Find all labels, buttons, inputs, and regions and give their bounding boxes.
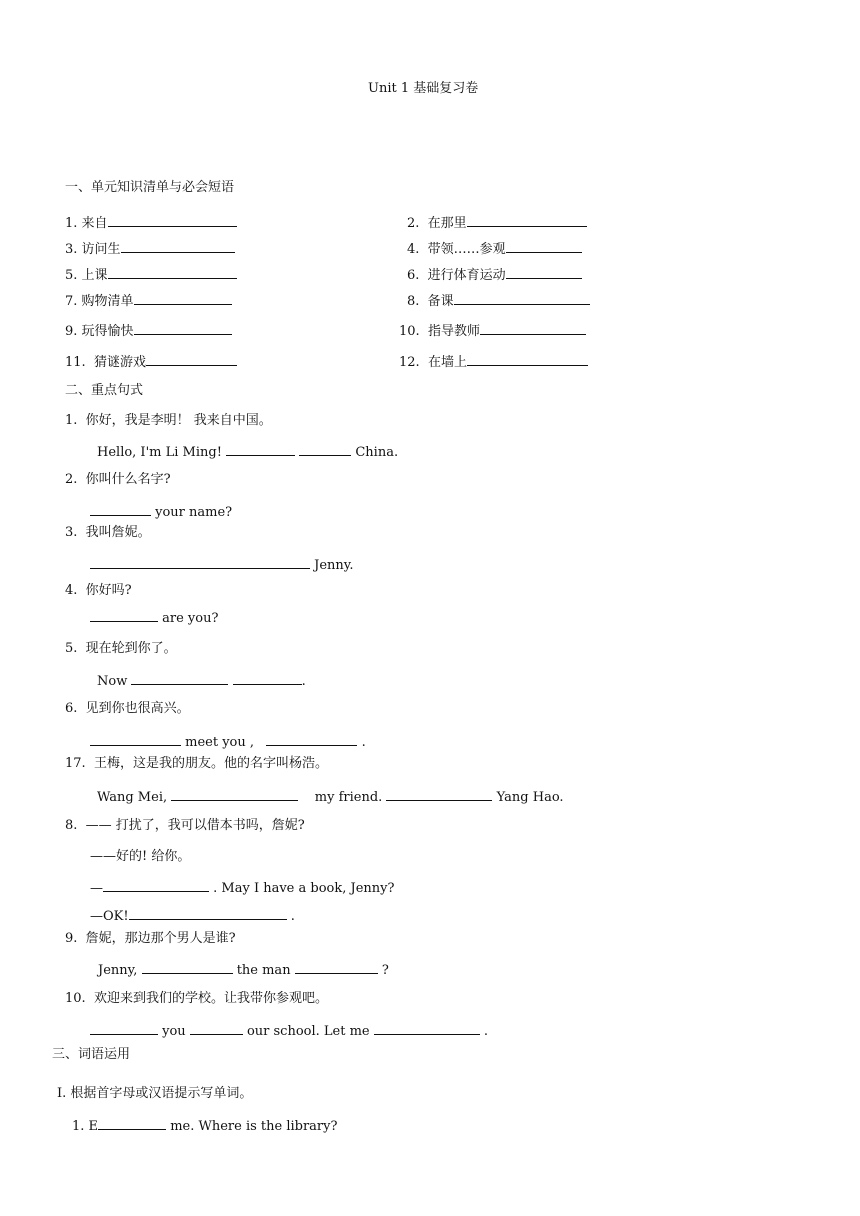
phrase-item bbox=[65, 353, 237, 371]
answer-blank[interactable] bbox=[142, 961, 233, 974]
phrase-text: 猜谜游戏 bbox=[93, 355, 146, 370]
question-cn-reply: ——好的! 给你。 bbox=[90, 849, 191, 864]
sentence-text: your name? bbox=[155, 505, 233, 520]
page-title: Unit 1 基础复习卷 bbox=[368, 81, 479, 96]
sentence-text: me. Where is the library? bbox=[170, 1119, 338, 1134]
question-en bbox=[97, 788, 564, 806]
sentence-text: China. bbox=[355, 445, 399, 460]
answer-blank[interactable] bbox=[226, 443, 295, 456]
phrase-text: 备课 bbox=[427, 294, 454, 309]
question-cn bbox=[65, 583, 132, 599]
answer-blank[interactable] bbox=[134, 292, 232, 305]
question-en bbox=[90, 1022, 488, 1040]
question-cn bbox=[65, 413, 272, 429]
answer-blank[interactable] bbox=[467, 353, 588, 366]
answer-blank[interactable] bbox=[90, 503, 151, 516]
section-heading-3: 三、词语运用 bbox=[52, 1047, 131, 1062]
question-text: 王梅，这是我的朋友。他的名字叫杨浩。 bbox=[93, 756, 328, 771]
phrase-item bbox=[407, 214, 587, 232]
question-en bbox=[90, 503, 232, 521]
question-en bbox=[97, 672, 306, 690]
answer-blank[interactable] bbox=[374, 1022, 480, 1035]
sentence-text: —OK! bbox=[90, 909, 129, 924]
sentence-text: Jenny, bbox=[98, 963, 138, 978]
phrase-item bbox=[407, 240, 582, 258]
phrase-item bbox=[65, 266, 237, 284]
item-number: 12. bbox=[399, 355, 420, 370]
sentence-text: . May I have a book, Jenny? bbox=[213, 881, 395, 896]
answer-blank[interactable] bbox=[506, 266, 582, 279]
item-number: 2. bbox=[407, 216, 420, 231]
sentence-text: are you? bbox=[162, 611, 219, 626]
phrase-text: 购物清单 bbox=[81, 294, 134, 309]
answer-blank[interactable] bbox=[108, 266, 237, 279]
question-number: 5. bbox=[65, 641, 78, 656]
phrase-item bbox=[399, 353, 588, 371]
question-en bbox=[72, 1117, 337, 1135]
sentence-text: meet you , bbox=[185, 735, 255, 750]
answer-blank[interactable] bbox=[386, 788, 492, 801]
item-number: 9. bbox=[65, 324, 78, 339]
question-text: 詹妮，那边那个男人是谁? bbox=[85, 931, 236, 946]
sentence-text: . bbox=[483, 1024, 489, 1039]
question-number: 1. bbox=[65, 413, 78, 428]
question-number: 8. bbox=[65, 818, 78, 833]
sentence-text: Now bbox=[97, 674, 128, 689]
phrase-text: 在那里 bbox=[427, 216, 467, 231]
answer-blank[interactable] bbox=[454, 292, 590, 305]
answer-blank[interactable] bbox=[171, 788, 298, 801]
item-number: 4. bbox=[407, 242, 420, 257]
phrase-text: 在墙上 bbox=[427, 355, 467, 370]
question-text: 你好，我是李明！ 我来自中国。 bbox=[85, 413, 272, 428]
sentence-text: our school. Let me bbox=[246, 1024, 370, 1039]
item-number: 7. bbox=[65, 294, 78, 309]
sentence-text: you bbox=[162, 1024, 186, 1039]
sentence-text: my friend. bbox=[314, 790, 383, 805]
sentence-text: — bbox=[90, 881, 103, 896]
sentence-text: the man bbox=[236, 963, 291, 978]
item-number: 3. bbox=[65, 242, 78, 257]
phrase-text: 访问生 bbox=[81, 242, 121, 257]
sentence-text: Yang Hao. bbox=[496, 790, 564, 805]
phrase-item bbox=[407, 266, 582, 284]
answer-blank[interactable] bbox=[266, 733, 357, 746]
answer-blank[interactable] bbox=[129, 907, 287, 920]
question-number: 9. bbox=[65, 931, 78, 946]
sentence-text: Wang Mei, bbox=[97, 790, 168, 805]
phrase-text: 来自 bbox=[81, 216, 108, 231]
question-en bbox=[90, 733, 366, 751]
sentence-text: . bbox=[290, 909, 295, 924]
question-en bbox=[98, 961, 389, 979]
question-cn bbox=[65, 525, 151, 541]
question-en bbox=[90, 907, 295, 925]
sentence-text: Jenny. bbox=[314, 558, 354, 573]
question-text: 见到你也很高兴。 bbox=[85, 701, 190, 716]
question-number: 17. bbox=[65, 756, 86, 771]
phrase-text: 带领……参观 bbox=[427, 242, 506, 257]
phrase-text: 玩得愉快 bbox=[81, 324, 134, 339]
question-cn bbox=[65, 756, 328, 772]
phrase-text: 上课 bbox=[81, 268, 108, 283]
question-cn bbox=[65, 472, 171, 488]
answer-blank[interactable] bbox=[295, 961, 378, 974]
item-number: 11. bbox=[65, 355, 86, 370]
phrase-text: 进行体育运动 bbox=[427, 268, 506, 283]
question-number: 4. bbox=[65, 583, 78, 598]
question-cn bbox=[65, 931, 236, 947]
question-cn bbox=[65, 641, 177, 657]
answer-blank[interactable] bbox=[480, 322, 586, 335]
answer-blank[interactable] bbox=[90, 1022, 158, 1035]
sentence-text: ? bbox=[381, 963, 389, 978]
question-text: 欢迎来到我们的学校。让我带你参观吧。 bbox=[93, 991, 328, 1006]
answer-blank[interactable] bbox=[506, 240, 582, 253]
answer-blank[interactable] bbox=[90, 609, 158, 622]
answer-blank[interactable] bbox=[467, 214, 587, 227]
question-number: 3. bbox=[65, 525, 78, 540]
question-cn bbox=[65, 701, 190, 717]
item-number: 1. bbox=[65, 216, 78, 231]
item-number: 10. bbox=[399, 324, 420, 339]
question-cn bbox=[65, 818, 305, 834]
sentence-text: E bbox=[88, 1119, 99, 1134]
answer-blank[interactable] bbox=[190, 1022, 243, 1035]
question-cn bbox=[65, 991, 328, 1007]
question-text: 现在轮到你了。 bbox=[85, 641, 177, 656]
phrase-item bbox=[65, 292, 232, 310]
phrase-item bbox=[65, 240, 235, 258]
answer-blank[interactable] bbox=[90, 556, 310, 569]
answer-blank[interactable] bbox=[108, 214, 237, 227]
question-number: 10. bbox=[65, 991, 86, 1006]
item-number: 5. bbox=[65, 268, 78, 283]
answer-blank[interactable] bbox=[131, 672, 228, 685]
sub-heading: Ⅰ. 根据首字母或汉语提示写单词。 bbox=[57, 1086, 253, 1101]
answer-blank[interactable] bbox=[146, 353, 237, 366]
answer-blank[interactable] bbox=[299, 443, 351, 456]
item-number: 6. bbox=[407, 268, 420, 283]
answer-blank[interactable] bbox=[134, 322, 232, 335]
item-number: 8. bbox=[407, 294, 420, 309]
question-number: 6. bbox=[65, 701, 78, 716]
phrase-item bbox=[65, 214, 237, 232]
question-text: 我叫詹妮。 bbox=[85, 525, 151, 540]
question-text: 你好吗? bbox=[85, 583, 132, 598]
question-text: —— 打扰了，我可以借本书吗，詹妮? bbox=[85, 818, 305, 833]
phrase-item bbox=[407, 292, 590, 310]
question-number: 1. bbox=[72, 1119, 85, 1134]
question-en bbox=[90, 609, 218, 627]
phrase-item bbox=[65, 322, 232, 340]
question-en bbox=[90, 556, 354, 574]
sentence-text: . bbox=[361, 735, 366, 750]
question-en bbox=[97, 443, 398, 461]
question-text: 你叫什么名字? bbox=[85, 472, 171, 487]
answer-blank[interactable] bbox=[90, 733, 181, 746]
section-heading-2: 二、重点句式 bbox=[65, 383, 144, 398]
question-en bbox=[90, 879, 394, 897]
answer-blank[interactable] bbox=[103, 879, 209, 892]
answer-blank[interactable] bbox=[233, 672, 302, 685]
sentence-text: . bbox=[301, 674, 306, 689]
question-number: 2. bbox=[65, 472, 78, 487]
answer-blank[interactable] bbox=[98, 1117, 166, 1130]
phrase-text: 指导教师 bbox=[427, 324, 480, 339]
section-heading-1: 一、单元知识清单与必会短语 bbox=[65, 180, 235, 195]
answer-blank[interactable] bbox=[121, 240, 235, 253]
sentence-text: Hello, I'm Li Ming! bbox=[97, 445, 222, 460]
phrase-item bbox=[399, 322, 586, 340]
